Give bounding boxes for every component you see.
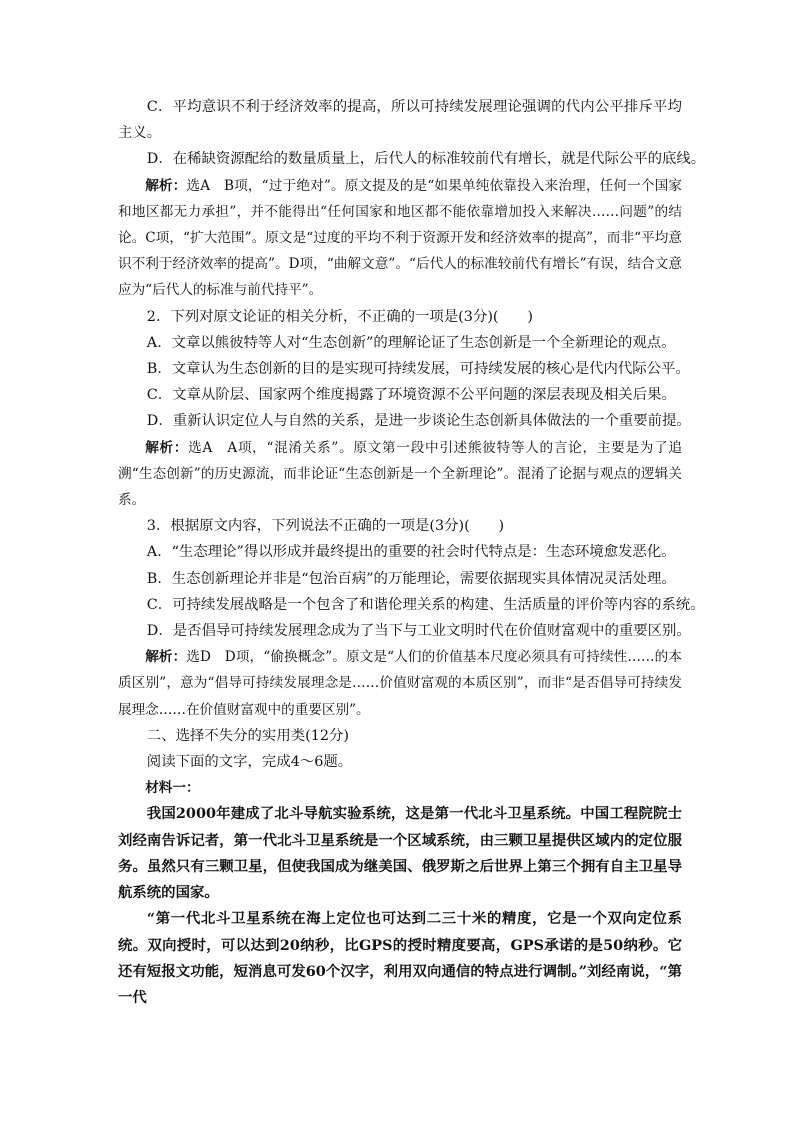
q1-analysis xyxy=(118,173,682,304)
q1-option-d: D．在稀缺资源配给的数量质量上，后代人的标准较前代有增长，就是代际公平的底线。 xyxy=(146,151,706,168)
q2-analysis-label: 解析： xyxy=(145,439,189,456)
material-paragraph-1: 我国2000年建成了北斗导航实验系统，这是第一代北斗卫星系统。中国工程院院士刘经南告诉记者，第一代北斗卫星系统是一个区域系统，由三颗卫星提供区域内的定位服务。虽然只有三颗卫星，但使我国成为继美国、俄罗斯之后世界上第三个拥有自主卫星导航系统的国家。 xyxy=(118,805,682,902)
q2-option-d: D．重新认识定位人与自然的关系，是进一步谈论生态创新具体做法的一个重要前提。 xyxy=(146,413,691,430)
section-heading: 二、选择不失分的实用类(12分) xyxy=(146,727,350,744)
q2-option-b: B．文章认为生态创新的目的是实现可持续发展，可持续发展的核心是代内代际公平。 xyxy=(146,361,690,378)
q2-analysis-text: 选A A项，“混淆关系”。原文第一段中引述熊彼特等人的言论，主要是为了追溯“生态创新”的历史源流，而非论证“生态创新是一个全新理论”。混淆了论据与观点的逻辑关系。 xyxy=(118,439,683,509)
q2-analysis xyxy=(118,435,682,514)
material-label: 材料一： xyxy=(145,780,200,797)
q3-analysis xyxy=(118,644,682,723)
q2-option-a: A．文章以熊彼特等人对“生态创新”的理解论证了生态创新是一个全新理论的观点。 xyxy=(146,334,676,351)
material-paragraph-2: “第一代北斗卫星系统在海上定位也可达到二三十米的精度，它是一个双向定位系统。双向授时，可以达到20纳秒，比GPS的授时精度要高，GPS承诺的是50纳秒。它还有短报文功能，短消息可发60个汉字，利用双向通信的特点进行调制。”刘经南说，“第一代 xyxy=(118,910,682,1006)
q1-analysis-text: 选A B项，“过于绝对”。原文提及的是“如果单纯依靠投入来治理，任何一个国家和地区都无力承担”，并不能得出“任何国家和地区都不能依靠增加投入来解决……问题”的结论。C项，“扩大范围”。原文是“过度的平均不利于资源开发和经济效率的提高”，而非“平均意识不利于经济效率的提高”。D项，“曲解文意”。“后代人的标准较前代有增长”有误，结合文意应为“后代人的标准与前代持平”。 xyxy=(118,177,683,299)
q1-analysis-label: 解析： xyxy=(145,177,187,194)
q3-option-b: B．生态创新理论并非是“包治百病”的万能理论，需要依据现实具体情况灵活处理。 xyxy=(146,570,676,587)
q3-option-d: D．是否倡导可持续发展理念成为了当下与工业文明时代在价值财富观中的重要区别。 xyxy=(146,623,691,640)
q3-stem: 3．根据原文内容，下列说法不正确的一项是(3分)( ) xyxy=(146,518,505,535)
q2-stem: 2．下列对原文论证的相关分析，不正确的一项是(3分)( ) xyxy=(146,308,533,325)
q3-option-c: C．可持续发展战略是一个包含了和谐伦理关系的构建、生活质量的评价等内容的系统。 xyxy=(146,596,705,613)
q3-analysis-text: 选D D项，“偷换概念”。原文是“人们的价值基本尺度必须具有可持续性……的本质区别”，意为“倡导可持续发展理念是……价值财富观的本质区别”，而非“是否倡导可持续发展理念……在价值财富观中的重要区别”。 xyxy=(118,649,682,718)
section-instruction: 阅读下面的文字，完成4～6题。 xyxy=(146,754,353,771)
q2-option-c: C．文章从阶层、国家两个维度揭露了环境资源不公平问题的深层表现及相关后果。 xyxy=(146,387,676,404)
q3-option-a: A．“生态理论”得以形成并最终提出的重要的社会时代特点是：生态环境愈发恶化。 xyxy=(146,544,676,561)
q3-analysis-label: 解析： xyxy=(145,649,187,666)
q1-option-c: C．平均意识不利于经济效率的提高，所以可持续发展理论强调的代内公平排斥平均主义。 xyxy=(118,99,682,142)
